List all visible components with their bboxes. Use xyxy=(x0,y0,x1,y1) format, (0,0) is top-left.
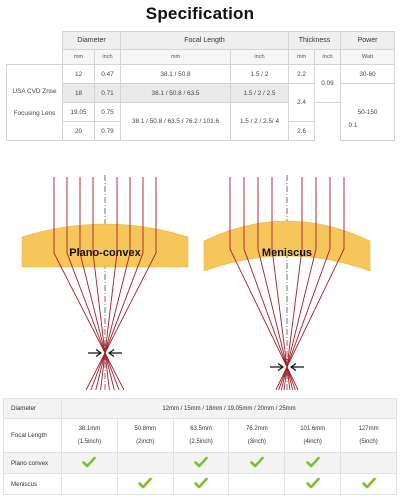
focal-mm: 63.5mm xyxy=(190,425,212,432)
t-mm: 2.2 xyxy=(289,65,315,84)
focal-inch: (2.5inch) xyxy=(189,438,213,445)
light-ray xyxy=(279,177,330,390)
check-icon xyxy=(194,456,208,468)
material-line-1: USA CVD Znse xyxy=(12,87,57,95)
focal-mm: 101.6mm xyxy=(300,425,326,432)
spec-header-thickness: Thickness xyxy=(289,32,341,50)
spec-header-focal: Focal Length xyxy=(121,32,289,50)
check-icon xyxy=(306,456,320,468)
d-mm: 19.05 xyxy=(63,103,95,122)
focus-arrow-right-icon xyxy=(291,364,304,371)
d-mm: 12 xyxy=(63,65,95,84)
meniscus-label: Meniscus xyxy=(261,247,313,259)
t-inch-bottom: 0.1 xyxy=(348,122,358,129)
unit-f-inch: inch xyxy=(231,50,289,65)
check-icon xyxy=(250,456,264,468)
unit-d-inch: inch xyxy=(95,50,121,65)
t-mm-merged: 2.4 xyxy=(289,84,315,122)
meniscus-row xyxy=(4,474,397,495)
power-low: 30-60 xyxy=(341,65,395,84)
meniscus-check-cell xyxy=(285,474,341,495)
focus-arrow-right-icon xyxy=(109,350,122,357)
f-mm: 38.1 / 50.8 / 63.5 xyxy=(121,84,231,103)
unit-t-inch: inch xyxy=(315,50,341,65)
f-mm: 38.1 / 50.8 xyxy=(121,65,231,84)
unit-d-mm: mm xyxy=(63,50,95,65)
material-line-2: Focusing Lens xyxy=(13,109,56,117)
material-cell xyxy=(7,65,63,141)
focal-mm: 76.2mm xyxy=(246,425,268,432)
f-inch: 1.5 / 2 xyxy=(231,65,289,84)
d-mm: 20 xyxy=(63,122,95,141)
focal-cell xyxy=(117,419,173,453)
focal-inch: (2inch) xyxy=(136,438,155,445)
focus-arrow-left-icon xyxy=(270,364,283,371)
power-high: 50-150 xyxy=(341,84,395,141)
plano-convex-label: Plano-convex xyxy=(69,247,141,259)
check-icon xyxy=(362,477,376,489)
lens-shape xyxy=(22,224,188,267)
focal-table xyxy=(3,398,397,495)
focal-mm: 127mm xyxy=(358,425,379,432)
plano-row xyxy=(4,453,397,474)
meniscus-label-cell: Meniscus xyxy=(4,474,62,495)
focal-cell xyxy=(62,419,118,453)
light-ray xyxy=(80,177,114,390)
focal-label: Focal Length xyxy=(4,419,62,453)
focal-cell xyxy=(285,419,341,453)
plano-check-cell xyxy=(285,453,341,474)
focal-cell xyxy=(173,419,229,453)
diameter-label: Diameter xyxy=(4,399,62,419)
plano-check-cell xyxy=(62,453,118,474)
check-icon xyxy=(82,456,96,468)
focal-cell xyxy=(229,419,285,453)
focus-arrow-left-icon xyxy=(88,350,101,357)
plano-check-cell xyxy=(229,453,285,474)
t-inch-empty xyxy=(315,103,341,141)
spec-corner xyxy=(7,32,63,50)
focal-mm: 38.1mm xyxy=(78,425,101,432)
meniscus-figure xyxy=(192,175,382,390)
spec-header-diameter: Diameter xyxy=(63,32,121,50)
check-icon xyxy=(138,477,152,489)
focal-inch: (1.5inch) xyxy=(77,438,102,445)
d-mm: 18 xyxy=(63,84,95,103)
spec-header-power: Power xyxy=(341,32,395,50)
light-ray xyxy=(281,177,316,390)
plano-check-cell xyxy=(341,453,397,474)
plano-convex-figure xyxy=(10,175,200,390)
focal-inch: (4inch) xyxy=(303,438,322,445)
focal-inch: (3inch) xyxy=(247,438,267,445)
meniscus-check-cell xyxy=(117,474,173,495)
diameter-row xyxy=(4,399,397,419)
light-ray xyxy=(244,177,295,390)
focal-cell xyxy=(341,419,397,453)
spec-table xyxy=(6,31,395,141)
focal-inch: (5inch) xyxy=(359,438,378,445)
d-inch: 0.75 xyxy=(95,103,121,122)
check-icon xyxy=(194,477,208,489)
t-inch-merged: 0.09 xyxy=(315,65,341,103)
meniscus-check-cell xyxy=(229,474,285,495)
meniscus-diagram xyxy=(192,175,382,390)
spec-corner-2 xyxy=(7,50,63,65)
diameter-value: 12mm / 15mm / 18mm / 19.05mm / 20mm / 25mm xyxy=(62,399,397,419)
meniscus-check-cell xyxy=(173,474,229,495)
spec-unit-row xyxy=(7,50,395,65)
spec-row xyxy=(7,65,395,84)
d-inch: 0.71 xyxy=(95,84,121,103)
light-ray xyxy=(258,177,293,390)
f-inch: 1.5 / 2 / 2.5/ 4 xyxy=(231,103,289,141)
f-mm: 38.1 / 50.8 / 63.5 / 76.2 / 101.6 xyxy=(121,103,231,141)
meniscus-check-cell xyxy=(341,474,397,495)
d-inch: 0.47 xyxy=(95,65,121,84)
plano-check-cell xyxy=(173,453,229,474)
unit-power: Watt xyxy=(341,50,395,65)
meniscus-check-cell xyxy=(62,474,118,495)
unit-t-mm: mm xyxy=(289,50,315,65)
focal-row xyxy=(4,419,397,453)
focal-mm: 50.8mm xyxy=(134,425,157,432)
plano-label: Plano convex xyxy=(4,453,62,474)
spec-header-row xyxy=(7,32,395,50)
plano-check-cell xyxy=(117,453,173,474)
page-title: Specification xyxy=(145,4,255,23)
t-mm: 2.6 xyxy=(289,122,315,141)
check-icon xyxy=(306,477,320,489)
unit-f-mm: mm xyxy=(121,50,231,65)
f-inch: 1.5 / 2 / 2.5 xyxy=(231,84,289,103)
d-inch: 0.79 xyxy=(95,122,121,141)
spec-row xyxy=(7,103,395,122)
plano-convex-diagram xyxy=(10,175,200,390)
